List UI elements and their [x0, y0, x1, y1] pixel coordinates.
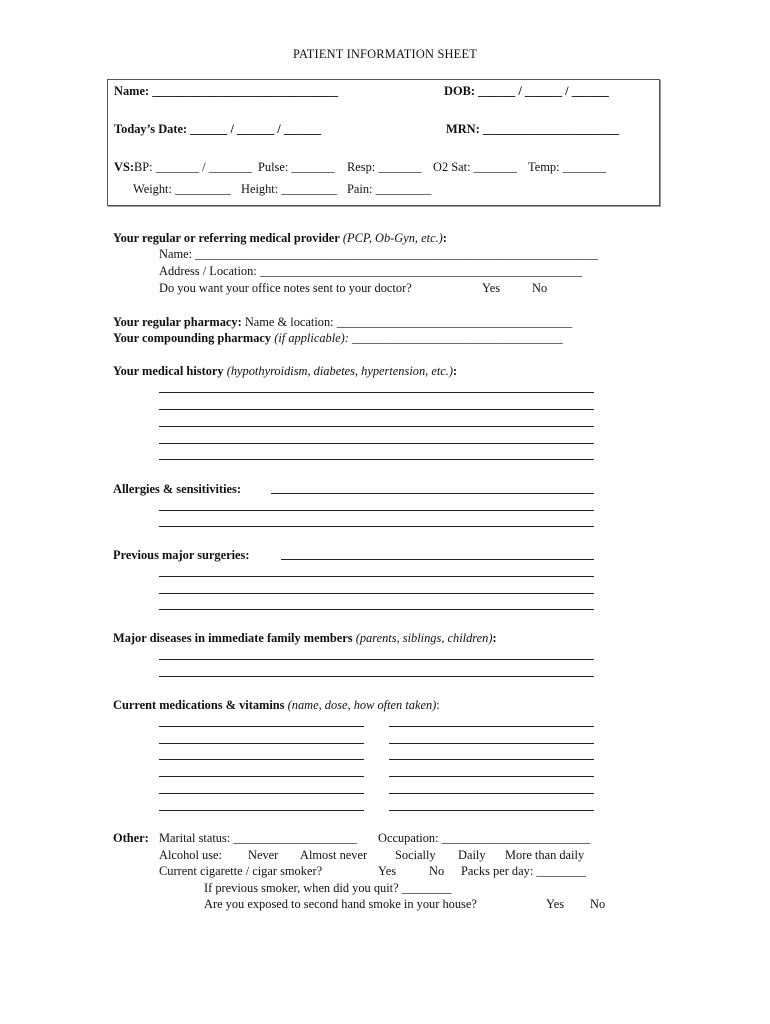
packs-per-day-field[interactable]: Packs per day: ________	[461, 864, 586, 878]
pain-field[interactable]: Pain: _________	[347, 182, 432, 196]
vs-label: VS:	[114, 160, 134, 174]
alcohol-option-almost-never[interactable]: Almost never	[300, 848, 368, 862]
family-line[interactable]	[159, 676, 594, 677]
medication-line[interactable]	[159, 810, 364, 811]
family-heading: Major diseases in immediate family members (parents, siblings, children):	[113, 631, 497, 645]
smoker-question: Current cigarette / cigar smoker?	[159, 864, 323, 878]
occupation-field[interactable]: Occupation: ________________________	[378, 831, 591, 845]
resp-field[interactable]: Resp: _______	[347, 160, 422, 174]
history-line[interactable]	[159, 426, 594, 427]
name-field[interactable]: Name: ______________________________	[114, 84, 339, 98]
quit-date-field[interactable]: If previous smoker, when did you quit? ________	[204, 881, 452, 895]
surgeries-line[interactable]	[159, 576, 594, 577]
alcohol-option-daily[interactable]: Daily	[458, 848, 486, 862]
provider-heading: Your regular or referring medical provider (PCP, Ob-Gyn, etc.):	[113, 231, 447, 245]
history-line[interactable]	[159, 392, 594, 393]
second-hand-no-option[interactable]: No	[590, 897, 606, 911]
o2-sat-field[interactable]: O2 Sat: _______	[433, 160, 517, 174]
surgeries-line[interactable]	[159, 609, 594, 610]
medication-line[interactable]	[159, 743, 364, 744]
compounding-pharmacy-field[interactable]: __________________________________	[352, 331, 563, 345]
medication-line[interactable]	[389, 759, 594, 760]
smoker-no-option[interactable]: No	[429, 864, 445, 878]
alcohol-option-socially[interactable]: Socially	[395, 848, 436, 862]
dob-field[interactable]: DOB: ______ / ______ / ______	[444, 84, 609, 98]
history-line[interactable]	[159, 443, 594, 444]
medication-line[interactable]	[389, 793, 594, 794]
marital-status-field[interactable]: Marital status: ____________________	[159, 831, 358, 845]
alcohol-option-never[interactable]: Never	[248, 848, 279, 862]
mrn-field[interactable]: MRN: ______________________	[446, 122, 620, 136]
todays-date-field[interactable]: Today’s Date: ______ / ______ / ______	[114, 122, 321, 136]
provider-address-field[interactable]: Address / Location: ____________________________________________________	[159, 264, 582, 278]
medication-line[interactable]	[389, 726, 594, 727]
weight-field[interactable]: Weight: _________	[133, 182, 231, 196]
other-label: Other:	[113, 831, 149, 845]
regular-pharmacy-field[interactable]: Name & location: ______________________________________	[244, 315, 573, 329]
medication-line[interactable]	[159, 759, 364, 760]
history-line[interactable]	[159, 409, 594, 410]
provider-name-field[interactable]: Name: _________________________________________________________________	[159, 247, 598, 261]
height-field[interactable]: Height: _________	[241, 182, 338, 196]
notes-question: Do you want your office notes sent to your doctor?	[159, 281, 412, 295]
history-heading: Your medical history (hypothyroidism, diabetes, hypertension, etc.):	[113, 364, 458, 378]
regular-pharmacy-row: Your regular pharmacy: Name & location: ______________________________________	[113, 315, 573, 329]
medications-heading: Current medications & vitamins (name, dose, how often taken):	[113, 698, 440, 712]
allergies-label: Allergies & sensitivities:	[113, 482, 242, 496]
notes-no-option[interactable]: No	[532, 281, 548, 295]
pulse-field[interactable]: Pulse: _______	[258, 160, 335, 174]
page-title: PATIENT INFORMATION SHEET	[293, 47, 477, 61]
history-line[interactable]	[159, 459, 594, 460]
family-line[interactable]	[159, 659, 594, 660]
bp-field[interactable]: BP: _______ / _______	[134, 160, 253, 174]
allergies-line[interactable]	[159, 526, 594, 527]
smoker-yes-option[interactable]: Yes	[378, 864, 397, 878]
second-hand-yes-option[interactable]: Yes	[546, 897, 565, 911]
alcohol-option-more-than-daily[interactable]: More than daily	[505, 848, 585, 862]
medication-line[interactable]	[159, 776, 364, 777]
surgeries-line[interactable]	[281, 559, 594, 560]
medication-line[interactable]	[159, 793, 364, 794]
alcohol-label: Alcohol use:	[159, 848, 222, 862]
medication-line[interactable]	[389, 743, 594, 744]
allergies-line[interactable]	[271, 493, 594, 494]
allergies-line[interactable]	[159, 510, 594, 511]
second-hand-question: Are you exposed to second hand smoke in your house?	[204, 897, 477, 911]
temp-field[interactable]: Temp: _______	[528, 160, 606, 174]
compounding-pharmacy-row: Your compounding pharmacy (if applicable): __________________________________	[113, 331, 563, 345]
notes-yes-option[interactable]: Yes	[482, 281, 501, 295]
medication-line[interactable]	[159, 726, 364, 727]
medication-line[interactable]	[389, 810, 594, 811]
surgeries-label: Previous major surgeries:	[113, 548, 250, 562]
surgeries-line[interactable]	[159, 593, 594, 594]
medication-line[interactable]	[389, 776, 594, 777]
